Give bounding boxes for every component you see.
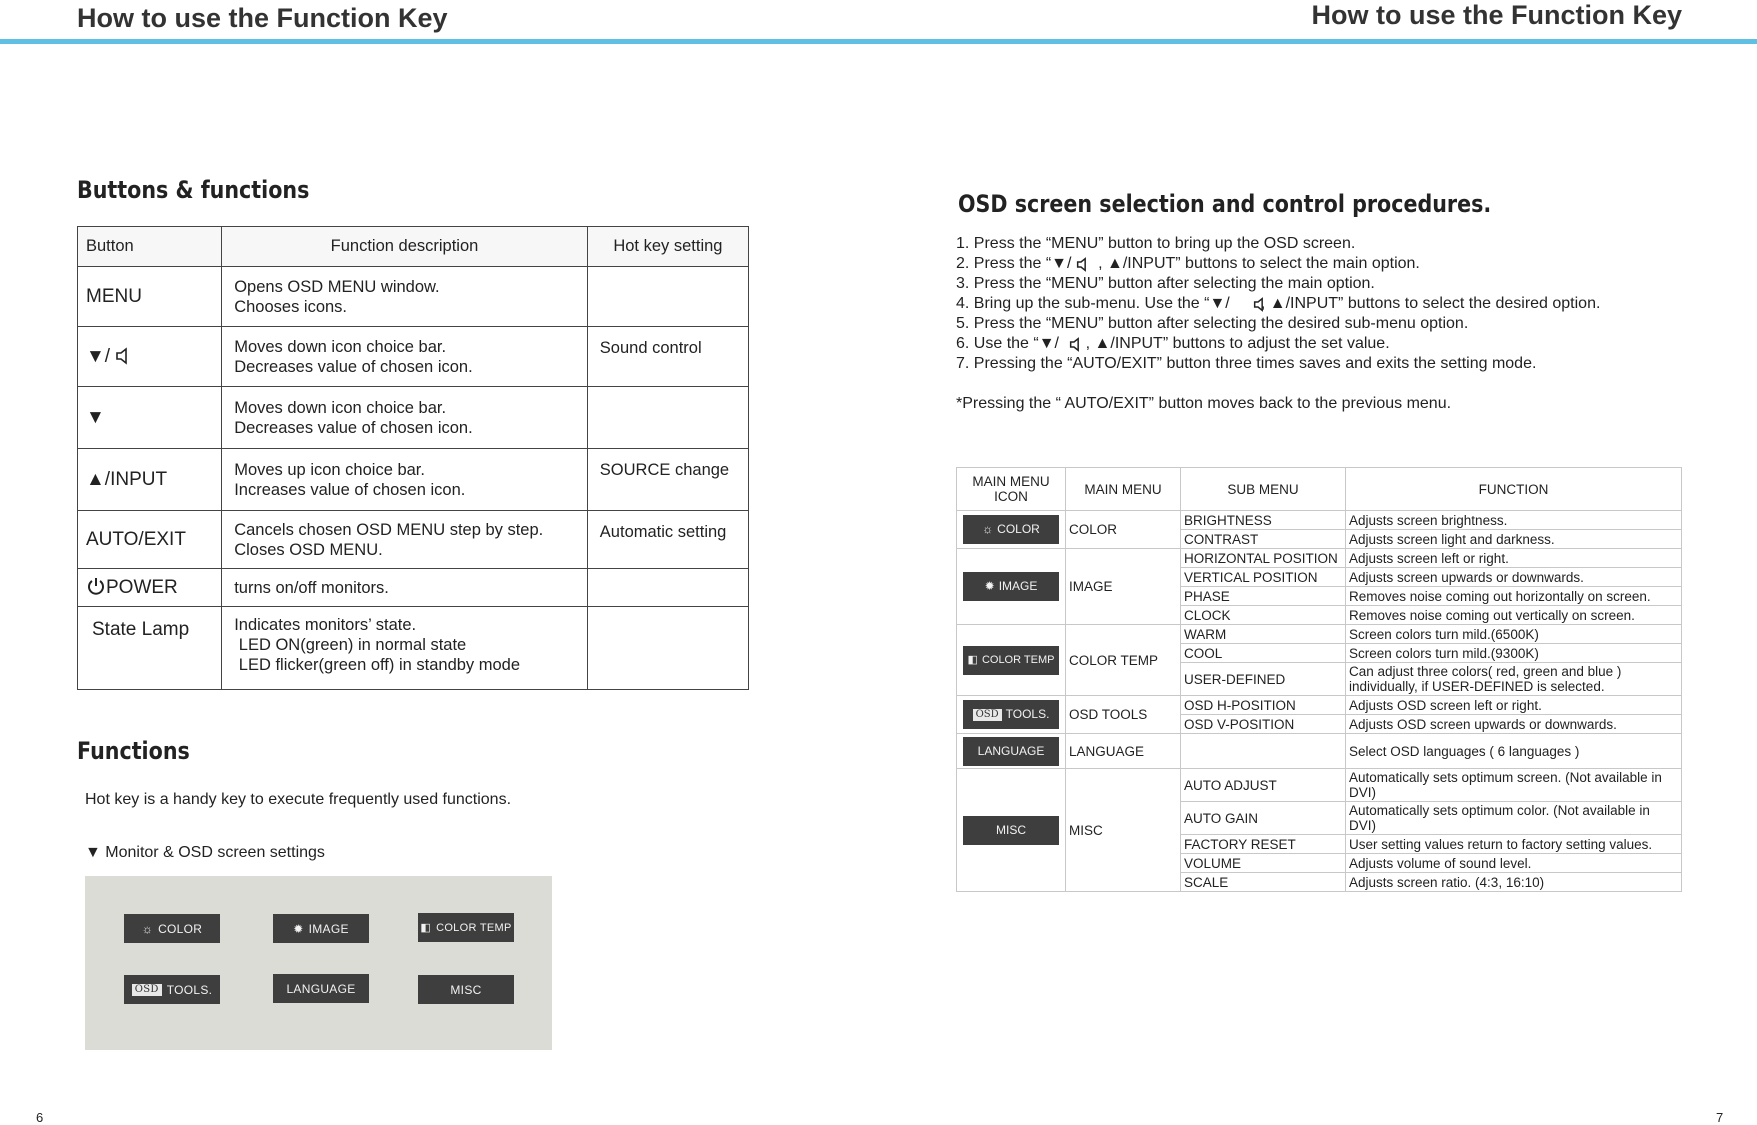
buttons-functions-title: Buttons & functions [77, 176, 310, 204]
main-menu-cell: OSD TOOLS [1066, 696, 1181, 734]
table-row [78, 267, 749, 327]
function-desc: Moves up icon choice bar. Increases value of chosen icon. [222, 449, 588, 511]
function-desc: Opens OSD MENU window. Chooses icons. [222, 267, 588, 327]
step-4: 4. Bring up the sub-menu. Use the “▼/ , ▲/INPUT” buttons to select the desired option. [956, 295, 1601, 312]
function-cell: Adjusts OSD screen left or right. [1346, 696, 1682, 715]
table-row [78, 607, 749, 690]
sub-menu-cell: CLOCK [1181, 606, 1346, 625]
osd-tag: OSD [132, 984, 162, 996]
col-header-function: FUNCTION [1346, 468, 1682, 511]
function-cell: Removes noise coming out vertically on screen. [1346, 606, 1682, 625]
button-name: MENU [78, 267, 222, 327]
power-icon [86, 576, 106, 596]
step-1: 1. Press the “MENU” button to bring up the OSD screen. [956, 235, 1356, 252]
osd-procedures-title: OSD screen selection and control procedures. [958, 190, 1492, 218]
sub-menu-cell [1181, 734, 1346, 769]
procedure-steps [956, 234, 1600, 414]
table-row [957, 625, 1682, 644]
header-rule [0, 39, 1757, 44]
function-cell: Adjusts volume of sound level. [1346, 854, 1682, 873]
note: *Pressing the “ AUTO/EXIT” button moves back to the previous menu. [956, 395, 1452, 412]
speaker-icon [1076, 257, 1091, 272]
button-name: State Lamp [78, 607, 222, 690]
image-key: ✹ IMAGE [963, 572, 1059, 601]
hotkey-cell [587, 267, 748, 327]
color-temp-icon: ◧ [967, 653, 978, 666]
table-row [78, 387, 749, 449]
step-2: 2. Press the “▼/ , ▲/INPUT” buttons to select the main option. [956, 255, 1420, 272]
hotkey-cell: Automatic setting [587, 511, 748, 569]
sun-icon: ☼ [982, 522, 994, 536]
functions-text: Hot key is a handy key to execute frequently used functions. [85, 791, 512, 808]
main-menu-cell: LANGUAGE [1066, 734, 1181, 769]
hotkey-cell: Sound control [587, 327, 748, 387]
col-header-function: Function description [222, 227, 588, 267]
col-header-main: MAIN MENU [1066, 468, 1181, 511]
misc-key[interactable]: MISC [418, 975, 514, 1004]
function-cell: User setting values return to factory setting values. [1346, 835, 1682, 854]
osd-tag: OSD [973, 709, 1002, 721]
function-cell: Adjusts screen light and darkness. [1346, 530, 1682, 549]
function-cell: Screen colors turn mild.(9300K) [1346, 644, 1682, 663]
osd-menu-table [956, 467, 1682, 892]
sub-menu-cell: VERTICAL POSITION [1181, 568, 1346, 587]
left-page-header: How to use the Function Key [77, 3, 448, 33]
sub-menu-cell: VOLUME [1181, 854, 1346, 873]
speaker-icon [115, 347, 133, 365]
hotkey-cell [587, 387, 748, 449]
function-cell: Can adjust three colors( red, green and blue ) individually, if USER-DEFINED is selected. [1346, 663, 1682, 696]
function-cell: Automatically sets optimum color. (Not available in DVI) [1346, 802, 1682, 835]
function-cell: Adjusts screen brightness. [1346, 511, 1682, 530]
table-row [78, 511, 749, 569]
sub-menu-cell: HORIZONTAL POSITION [1181, 549, 1346, 568]
button-name: ▼/ [78, 327, 222, 387]
hotkey-cell [587, 607, 748, 690]
osd-tools-key: OSD TOOLS. [963, 700, 1059, 729]
function-desc: Moves down icon choice bar. Decreases value of chosen icon. [222, 387, 588, 449]
hotkey-cell [587, 569, 748, 607]
table-row [78, 569, 749, 607]
menu-icon-cell [957, 769, 1066, 892]
page-number-left: 6 [36, 1110, 44, 1125]
table-row [78, 327, 749, 387]
speaker-icon [1069, 337, 1084, 352]
sub-menu-cell: COOL [1181, 644, 1346, 663]
color-temp-key: ◧ COLOR TEMP [963, 646, 1059, 675]
function-cell: Removes noise coming out horizontally on screen. [1346, 587, 1682, 606]
language-key: LANGUAGE [963, 737, 1059, 766]
color-temp-key[interactable]: ◧ COLOR TEMP [418, 913, 514, 942]
sub-menu-cell: PHASE [1181, 587, 1346, 606]
button-name: POWER [78, 569, 222, 607]
table-row [957, 769, 1682, 802]
button-name: ▲/INPUT [78, 449, 222, 511]
menu-icon-cell [957, 625, 1066, 696]
image-key[interactable]: ✹ IMAGE [273, 914, 369, 943]
main-menu-cell: COLOR [1066, 511, 1181, 549]
image-adjust-icon: ✹ [293, 921, 304, 936]
sub-menu-cell: OSD V-POSITION [1181, 715, 1346, 734]
function-cell: Adjusts screen upwards or downwards. [1346, 568, 1682, 587]
monitor-osd-label: ▼ Monitor & OSD screen settings [85, 844, 325, 861]
hotkey-cell: SOURCE change [587, 449, 748, 511]
menu-icon-cell [957, 696, 1066, 734]
col-header-icon: MAIN MENU ICON [957, 468, 1066, 511]
main-menu-cell: MISC [1066, 769, 1181, 892]
buttons-table [77, 226, 749, 690]
col-header-hotkey: Hot key setting [587, 227, 748, 267]
sub-menu-cell: BRIGHTNESS [1181, 511, 1346, 530]
table-row [957, 734, 1682, 769]
color-temp-icon: ◧ [420, 922, 432, 934]
main-menu-cell: IMAGE [1066, 549, 1181, 625]
function-cell: Adjusts screen left or right. [1346, 549, 1682, 568]
sub-menu-cell: OSD H-POSITION [1181, 696, 1346, 715]
misc-key: MISC [963, 816, 1059, 845]
language-key[interactable]: LANGUAGE [273, 974, 369, 1003]
page-number-right: 7 [1716, 1110, 1724, 1125]
speaker-icon [1253, 297, 1268, 312]
function-desc: turns on/off monitors. [222, 569, 588, 607]
function-cell: Adjusts screen ratio. (4:3, 16:10) [1346, 873, 1682, 892]
col-header-button: Button [78, 227, 222, 267]
table-row [957, 696, 1682, 715]
color-key: ☼ COLOR [963, 515, 1059, 544]
image-adjust-icon: ✹ [984, 579, 995, 593]
right-page-header: How to use the Function Key [1311, 0, 1682, 30]
button-name: ▼ [78, 387, 222, 449]
functions-title: Functions [77, 737, 190, 765]
function-desc: Cancels chosen OSD MENU step by step. Closes OSD MENU. [222, 511, 588, 569]
step-7: 7. Pressing the “AUTO/EXIT” button three times saves and exits the setting mode. [956, 355, 1537, 372]
sub-menu-cell: FACTORY RESET [1181, 835, 1346, 854]
table-row [957, 549, 1682, 568]
function-cell: Automatically sets optimum screen. (Not available in DVI) [1346, 769, 1682, 802]
sub-menu-cell: AUTO GAIN [1181, 802, 1346, 835]
menu-icon-cell [957, 549, 1066, 625]
osd-keys-panel [85, 876, 552, 1050]
sub-menu-cell: CONTRAST [1181, 530, 1346, 549]
osd-tools-key[interactable]: OSD TOOLS. [124, 975, 220, 1004]
step-6: 6. Use the “▼/ , ▲/INPUT” buttons to adjust the set value. [956, 335, 1390, 352]
menu-icon-cell [957, 511, 1066, 549]
sub-menu-cell: USER-DEFINED [1181, 663, 1346, 696]
color-key[interactable]: ☼ COLOR [124, 914, 220, 943]
step-3: 3. Press the “MENU” button after selecting the main option. [956, 275, 1375, 292]
sub-menu-cell: WARM [1181, 625, 1346, 644]
function-cell: Screen colors turn mild.(6500K) [1346, 625, 1682, 644]
function-cell: Select OSD languages ( 6 languages ) [1346, 734, 1682, 769]
function-desc: Moves down icon choice bar. Decreases value of chosen icon. [222, 327, 588, 387]
table-row [78, 449, 749, 511]
sub-menu-cell: SCALE [1181, 873, 1346, 892]
function-cell: Adjusts OSD screen upwards or downwards. [1346, 715, 1682, 734]
table-row [957, 511, 1682, 530]
sun-icon: ☼ [141, 921, 154, 936]
button-name: AUTO/EXIT [78, 511, 222, 569]
main-menu-cell: COLOR TEMP [1066, 625, 1181, 696]
col-header-sub: SUB MENU [1181, 468, 1346, 511]
step-5: 5. Press the “MENU” button after selecting the desired sub-menu option. [956, 315, 1469, 332]
menu-icon-cell [957, 734, 1066, 769]
function-desc: Indicates monitors’ state. LED ON(green) in normal state LED flicker(green off) in standby mode [222, 607, 588, 690]
sub-menu-cell: AUTO ADJUST [1181, 769, 1346, 802]
